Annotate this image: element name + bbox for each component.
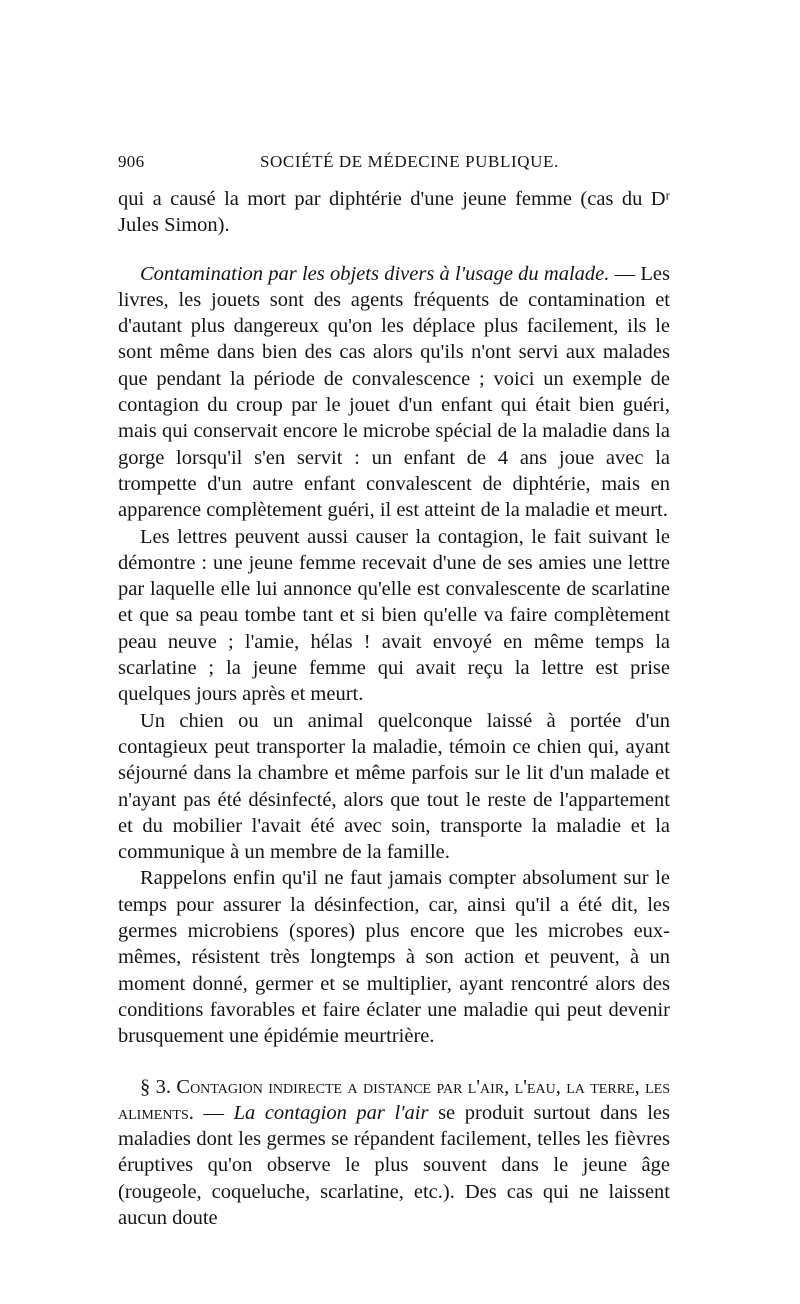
- italic-subheading: La contagion par l'air: [233, 1101, 429, 1124]
- running-title: SOCIÉTÉ DE MÉDECINE PUBLIQUE.: [260, 152, 559, 171]
- section-spacer: [118, 239, 670, 261]
- paragraph-continuation: qui a causé la mort par diphtérie d'une jeune femme (cas du Dʳ Jules Simon).: [118, 188, 670, 237]
- paragraph-text: — Les livres, les jouets sont des agents fréquents de contamination et d'autant plus dangereux qu'on les déplace plus facilement, ils le sont même dans bien des cas alors qu'ils n'ont servi aux malades que pendant la période de convalescence ; voici un exemple de contagion du croup par le jouet d'un enfant qui était bien guéri, mais qui conservait encore le microbe spécial de la maladie dans la gorge lorsqu'il s'en servit : un enfant de 4 ans joue avec la trompette d'un autre enfant convalescent de diphtérie, mais en apparence complètement guéri, il est atteint de la maladie et meurt.: [118, 262, 670, 522]
- body-text: [118, 186, 670, 1231]
- paragraph-letters: Les lettres peuvent aussi causer la contagion, le fait suivant le démontre : une jeune femme recevait d'une de ses amies une lettre par laquelle elle lui annonce qu'elle est convalescente de scarlatine et que sa peau tombe tant et si bien qu'elle va faire complètement peau neuve ; l'amie, hélas ! avait envoyé en même temps la scarlatine ; la jeune femme qui avait reçu la lettre est prise quelques jours après et meurt.: [118, 525, 670, 706]
- paragraph-section-3: [118, 1074, 670, 1232]
- running-head: [118, 152, 670, 186]
- heading-dash: —: [193, 1101, 234, 1124]
- paragraph-heading: Contamination par les objets divers à l'usage du malade.: [140, 262, 610, 285]
- paragraph-objects-contamination: [118, 261, 670, 524]
- page: [118, 152, 670, 1231]
- section-spacer: [118, 1050, 670, 1074]
- page-number: 906: [118, 152, 145, 171]
- paragraph-disinfection: Rappelons enfin qu'il ne faut jamais compter absolument sur le temps pour assurer la désinfection, car, ainsi qu'il a été dit, les germes microbiens (spores) plus encore que les microbes eux-mêmes, résistent très longtemps à son action et peuvent, à un moment donné, germer et se multiplier, ayant rencontré alors des conditions favorables et faire éclater une maladie qui peut devenir brusquement une épidémie meurtrière.: [118, 867, 670, 1048]
- section-heading: § 3. Contagion indirecte a distance par l'air, l'eau, la terre, les aliments.: [118, 1075, 670, 1124]
- paragraph-text: se produit surtout dans les maladies dont les germes se répandent facilement, telles les fièvres éruptives qu'on observe le plus souvent dans le jeune âge (rougeole, coqueluche, scarlatine, etc.). Des cas qui ne laissent aucun doute: [118, 1101, 671, 1229]
- paragraph-animals: Un chien ou un animal quelconque laissé à portée d'un contagieux peut transporter la maladie, témoin ce chien qui, ayant séjourné dans la chambre et même parfois sur le lit d'un malade et n'ayant pas été désinfecté, alors que tout le reste de l'appartement et du mobilier l'avait été avec soin, transporte la maladie et la communique à un membre de la famille.: [118, 709, 670, 864]
